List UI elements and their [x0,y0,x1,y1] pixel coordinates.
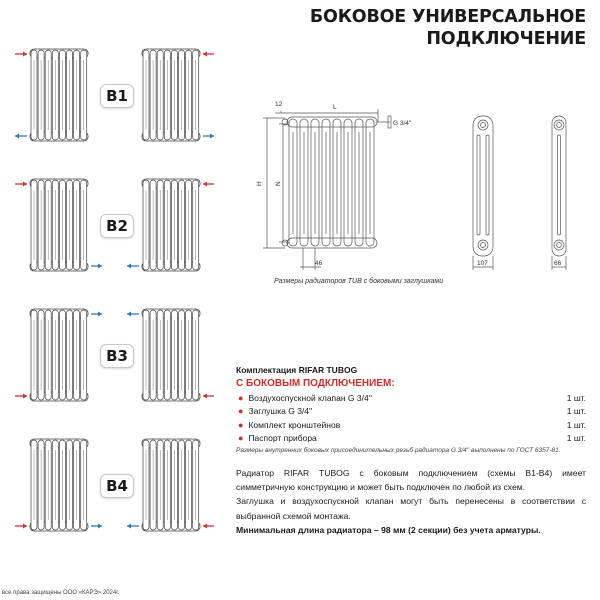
radiator-b1-right [126,48,216,143]
return-out-arrow-icon [91,312,102,317]
kit-item-name: Воздухоспускной клапан G 3/4'' [248,392,372,403]
bullet-icon: ● [238,419,244,430]
return-out-arrow-icon [203,134,214,139]
kit-title: Комплектация RIFAR TUBOG [236,365,358,375]
radiator-side-view-66 [552,116,566,270]
kit-subtitle: С БОКОВЫМ ПОДКЛЮЧЕНИЕМ: [236,378,395,389]
bullet-icon: ● [238,406,244,417]
radiator-front-view [282,116,391,248]
dim-12: 12 [275,101,283,108]
return-out-arrow-icon [127,312,139,317]
kit-item-name: Паспорт прибора [248,433,317,444]
kit-item-qty: 1 шт. [566,419,586,430]
kit-section [236,365,586,454]
supply-in-arrow-icon [15,394,27,399]
copyright: все права защищены ООО «КАРЭ» 2024г. [2,590,120,596]
thread-label: G 3/4'' [393,120,412,127]
supply-in-arrow-icon [203,52,214,57]
return-out-arrow-icon [91,524,102,529]
radiator-b1-left [14,48,104,143]
scheme-label: B2 [100,214,134,238]
kit-item-qty: 1 шт. [566,406,586,417]
radiator-b4-left [14,438,104,533]
scheme-label: B1 [100,84,134,108]
description-p2: Заглушка и воздухоспускной клапан могут быть перенесены в соответствии с выбранной схемой монтажа. [236,496,586,521]
description-p1: Радиатор RIFAR TUBOG с боковым подключением (схемы В1-В4) имеет симметричную конструкцию и может быть подключен по любой из схем. [236,468,586,493]
supply-in-arrow-icon [203,182,214,187]
radiator-b3-left [14,308,104,403]
bullet-icon: ● [238,433,244,444]
radiator-b4-right [126,438,216,533]
description-p3: Минимальная длина радиатора – 98 мм (2 секции) без учета арматуры. [236,524,541,535]
kit-item [236,405,586,419]
kit-item-qty: 1 шт. [566,392,586,403]
kit-item [236,432,586,446]
radiator-b3-right [126,308,216,403]
description [236,466,586,537]
dimension-drawing [245,92,600,277]
dim-N: N [275,181,282,186]
radiator-side-view-107 [473,116,493,270]
return-out-arrow-icon [127,264,139,269]
kit-item-qty: 1 шт. [566,433,586,444]
kit-item-name: Заглушка G 3/4'' [248,406,313,417]
supply-in-arrow-icon [203,394,214,399]
scheme-label: B3 [100,344,134,368]
page-title [310,6,586,50]
supply-in-arrow-icon [15,52,27,57]
title-line-2: ПОДКЛЮЧЕНИЕ [426,29,586,49]
bullet-icon: ● [238,392,244,403]
return-out-arrow-icon [91,264,102,269]
return-out-arrow-icon [15,134,27,139]
dim-66: 66 [554,260,562,267]
kit-item [236,418,586,432]
kit-note: Размеры внутренних боковых присоединительных резьб радиатора G 3/4'' выполнены по ГОСТ 6357-81. [236,447,561,454]
radiator-b2-left [14,178,104,273]
supply-in-arrow-icon [15,182,27,187]
dim-H: H [256,181,263,186]
radiator-b2-right [126,178,216,273]
dim-L: L [333,104,337,111]
supply-in-arrow-icon [203,524,214,529]
kit-item-name: Комплект кронштейнов [248,419,341,430]
connection-schemes [0,0,230,600]
return-out-arrow-icon [127,524,139,529]
title-line-1: БОКОВОЕ УНИВЕРСАЛЬНОЕ [309,7,586,27]
diagram-caption: Размеры радиаторов TUB с боковыми заглушками [274,278,444,285]
scheme-label: B4 [100,474,134,498]
supply-in-arrow-icon [15,524,27,529]
kit-item [236,391,586,405]
kit-list [236,391,586,445]
dim-46: 46 [315,260,323,267]
dim-107: 107 [477,260,488,267]
